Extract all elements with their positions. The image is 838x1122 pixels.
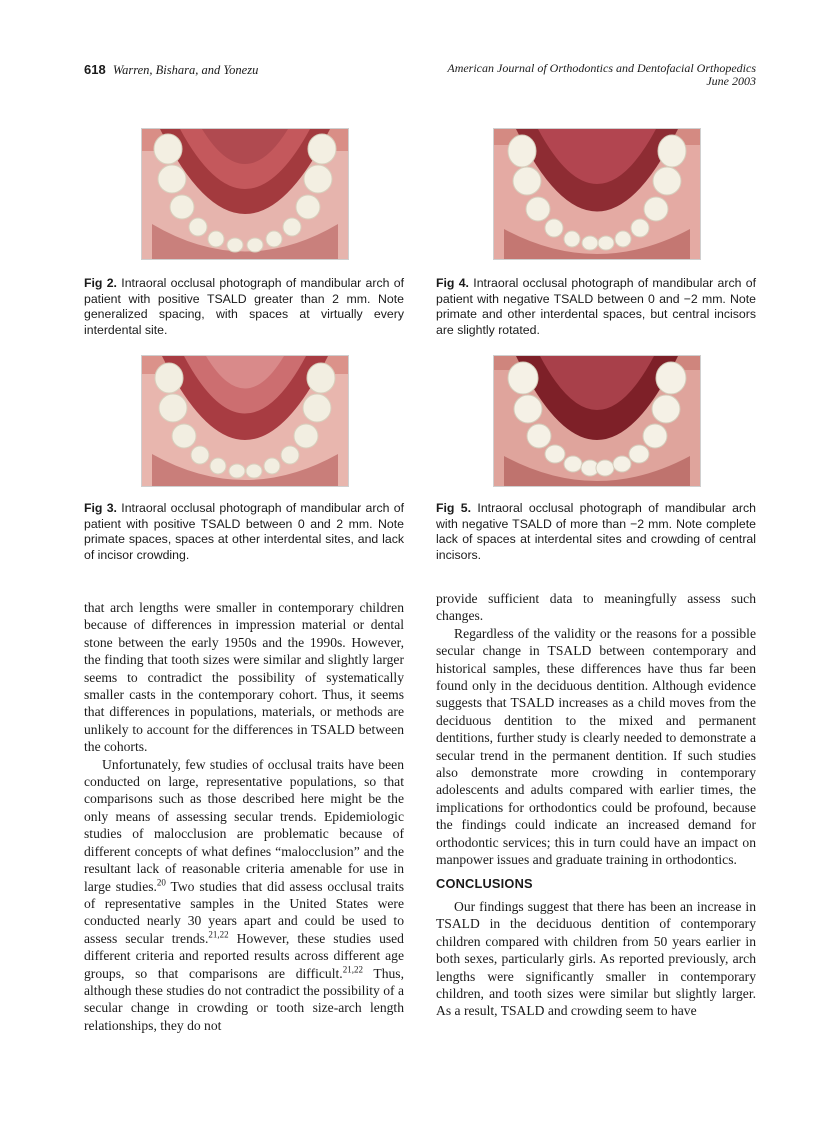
para-2-part-c: However, these studies used different criteria and reported results across different age groups, so that comparisons are difficult. bbox=[84, 930, 404, 981]
right-paragraph-1: provide sufficient data to meaningfully assess such changes. bbox=[436, 591, 756, 624]
fig-3-label: Fig 3. bbox=[84, 501, 117, 515]
fig-4-label: Fig 4. bbox=[436, 276, 469, 290]
right-column bbox=[436, 590, 756, 1020]
header-authors: Warren, Bishara, and Yonezu bbox=[112, 63, 259, 77]
issue-date: June 2003 bbox=[706, 74, 756, 88]
fig-2-text: Intraoral occlusal photograph of mandibular arch of patient with positive TSALD greater than 2 mm. Note generalized spacing, with spaces at virtually every interdental site. bbox=[84, 276, 404, 337]
fig-5-text: Intraoral occlusal photograph of mandibular arch with negative TSALD of more than −2 mm. Note complete lack of spaces at interdental sites and crowding of central incisors. bbox=[436, 501, 756, 562]
fig-4-text: Intraoral occlusal photograph of mandibular arch of patient with negative TSALD between 0 and −2 mm. Note primate and other interdental spaces, but central incisors are slightly rotated. bbox=[436, 276, 756, 337]
left-paragraph-1: that arch lengths were smaller in contemporary children because of differences in impression material or dental stone between the early 1950s and the 1990s. However, the finding that tooth sizes were similar and slightly larger seems to contradict the possibility of systematically smaller casts in the contemporary cohort. Thus, it seems that differences in populations, materials, or methods are unlikely to account for the differences in TSALD between the cohorts. bbox=[84, 600, 404, 755]
fig-2-label: Fig 2. bbox=[84, 276, 117, 290]
page-number: 618 bbox=[84, 62, 106, 77]
right-paragraph-2: Regardless of the validity or the reasons for a possible secular change in TSALD between contemporary and historical samples, these differences have thus far been found only in the deciduous dentition. Although evidence suggests that TSALD increases as a child moves from the deciduous dentition to the mixed and permanent dentitions, further study is clearly needed to demonstrate a secular trend in the permanent dentition. If such studies also demonstrate more crowding in contemporary adolescents and adults compared with earlier times, the implications for orthodontics could be profound, because the findings could indicate an increased demand for orthodontic services; this in turn could have an impact on manpower issues and graduate training in orthodontics. bbox=[436, 625, 756, 868]
fig-3-caption bbox=[84, 501, 404, 563]
fig-3-photo bbox=[141, 355, 349, 487]
header-left bbox=[84, 62, 258, 78]
citation-21-22-second: 21,22 bbox=[342, 964, 363, 974]
citation-20: 20 bbox=[156, 876, 166, 887]
fig-5-photo bbox=[493, 355, 701, 487]
fig-2-photo bbox=[141, 128, 349, 260]
para-2-part-d: Thus, although these studies do not contradict the possibility of a secular change in crowding or tooth size-arch length relationships, they do not bbox=[84, 965, 404, 1033]
fig-2-caption bbox=[84, 276, 404, 338]
running-header bbox=[84, 62, 756, 96]
fig-4-caption bbox=[436, 276, 756, 338]
para-2-part-b: Two studies that did assess occlusal traits of representative samples in the United States were conducted nearly 30 years apart and could be used to assess secular trends. bbox=[84, 878, 404, 946]
para-2-part-a: Unfortunately, few studies of occlusal traits have been conducted on large, representative populations, so that comparisons such as those described here might be the only means of assessing secular trends. Epidemiologic studies of malocclusion are problematic because of different concepts of what defines “malocclusion” and the resultant lack of reasonable criteria amenable for use in large studies. bbox=[84, 756, 404, 894]
fig-4-photo bbox=[493, 128, 701, 260]
header-right bbox=[447, 62, 756, 88]
fig-3-text: Intraoral occlusal photograph of mandibular arch of patient with positive TSALD between 0 and 2 mm. Note primate spaces, spaces at other interdental sites, and lack of incisor crowding. bbox=[84, 501, 404, 562]
fig-5-label: Fig 5. bbox=[436, 501, 472, 515]
fig-5-caption bbox=[436, 501, 756, 563]
conclusions-heading: CONCLUSIONS bbox=[436, 875, 533, 891]
left-paragraph-2 bbox=[84, 756, 404, 1035]
citation-21-22: 21,22 bbox=[208, 929, 229, 940]
left-column bbox=[84, 599, 404, 1034]
journal-name: American Journal of Orthodontics and Dentofacial Orthopedics bbox=[447, 61, 756, 75]
right-paragraph-3: Our findings suggest that there has been an increase in TSALD in the deciduous dentition of contemporary children compared with children from 50 years earlier in both sexes, particularly girls. As reported previously, arch lengths were significantly smaller in contemporary children, and tooth sizes were similar but slightly larger. As a result, TSALD and crowding seem to have bbox=[436, 898, 756, 1019]
